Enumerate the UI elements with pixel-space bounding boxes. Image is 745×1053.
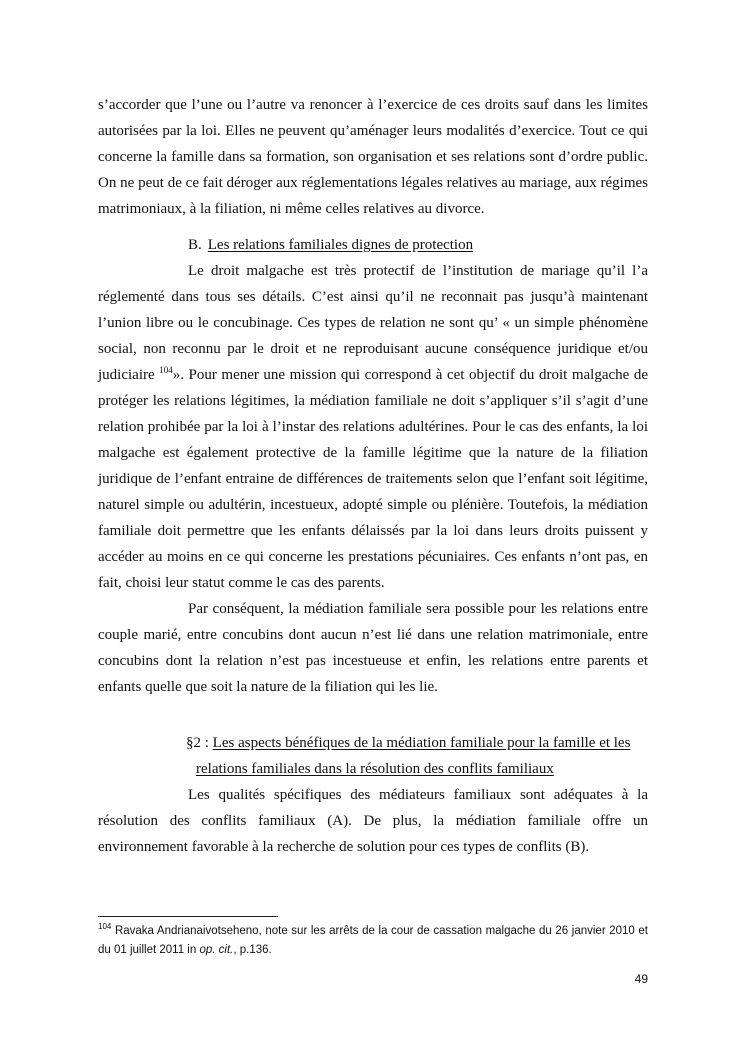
section-heading-b <box>98 232 648 258</box>
footnote <box>98 922 648 960</box>
paragraph-text: Le droit malgache est très protectif de l’institution de mariage qu’il l’a réglementé dans tous ses détails. C’est ainsi qu’il ne reconnait pas jusqu’à maintenant l’union libre ou le concubinage. Ces types de relation ne sont qu’ « un simple phénomène social, non reconnu par le droit et ne reproduisant aucune conséquence juridique et/ou judiciaire <box>98 263 648 383</box>
footnote-italic: op. cit. <box>199 944 234 956</box>
section-heading-2 <box>98 730 648 782</box>
paragraph-consequence: Par conséquent, la médiation familiale sera possible pour les relations entre couple marié, entre concubins dont aucun n’est lié dans une relation matrimoniale, entre concubins dont la relation n’est pas incestueuse et enfin, les relations entre parents et enfants quelle que soit la nature de la filiation qui les lie. <box>98 601 648 695</box>
section-label: §2 : <box>186 735 209 751</box>
section-letter: B. <box>188 237 202 253</box>
footnote-reference: 104 <box>159 365 173 375</box>
paragraph-text-continued: ». Pour mener une mission qui correspond à cet objectif du droit malgache de protéger les relations légitimes, la médiation familiale ne doit s’appliquer s’il s’agit d’une relation prohibée par la loi à l’instar des relations adultérines. Pour le cas des enfants, la loi malgache est également protective de la famille légitime que la nature de la filiation juridique de l’enfant entraine de différences de traitements selon que l’enfant soit légitime, naturel simple ou adultérin, incestueux, adopté simple ou plénière. Toutefois, la médiation familiale doit permettre que les enfants délaissés par la loi dans leurs droits puissent y accéder au moins en ce qui concerne les prestations pécuniaires. Ces enfants n’ont pas, en fait, choisi leur statut comme le cas des parents. <box>98 367 649 591</box>
page-number: 49 <box>634 972 648 986</box>
page-body <box>98 92 648 860</box>
section-title-line2: relations familiales dans la résolution des conflits familiaux <box>196 761 554 777</box>
paragraph-intro: s’accorder que l’une ou l’autre va renoncer à l’exercice de ces droits sauf dans les limites autorisées par la loi. Elles ne peuvent qu’aménager leurs modalités d’exercice. Tout ce qui concerne la famille dans sa formation, son organisation et ses relations sont d’ordre public. On ne peut de ce fait déroger aux réglementations légales relatives au mariage, aux régimes matrimoniaux, à la filiation, ni même celles relatives au divorce. <box>98 97 648 217</box>
footnote-number: 104 <box>98 922 112 931</box>
section-title-line1: Les aspects bénéfiques de la médiation familiale pour la famille et les <box>212 735 631 751</box>
paragraph-qualites: Les qualités spécifiques des médiateurs familiaux sont adéquates à la résolution des conflits familiaux (A). De plus, la médiation familiale offre un environnement favorable à la recherche de solution pour ces types de conflits (B). <box>98 787 648 855</box>
footnote-divider <box>98 916 278 917</box>
footnote-text: Ravaka Andrianaivotseheno, note sur les arrêts de la cour de cassation malgache du 26 janvier 2010 et du 01 juillet 2011 in <box>98 925 648 956</box>
footnote-text-end: , p.136. <box>233 944 272 956</box>
paragraph-droit-malgache <box>98 258 648 596</box>
section-title: Les relations familiales dignes de protection <box>207 237 474 253</box>
